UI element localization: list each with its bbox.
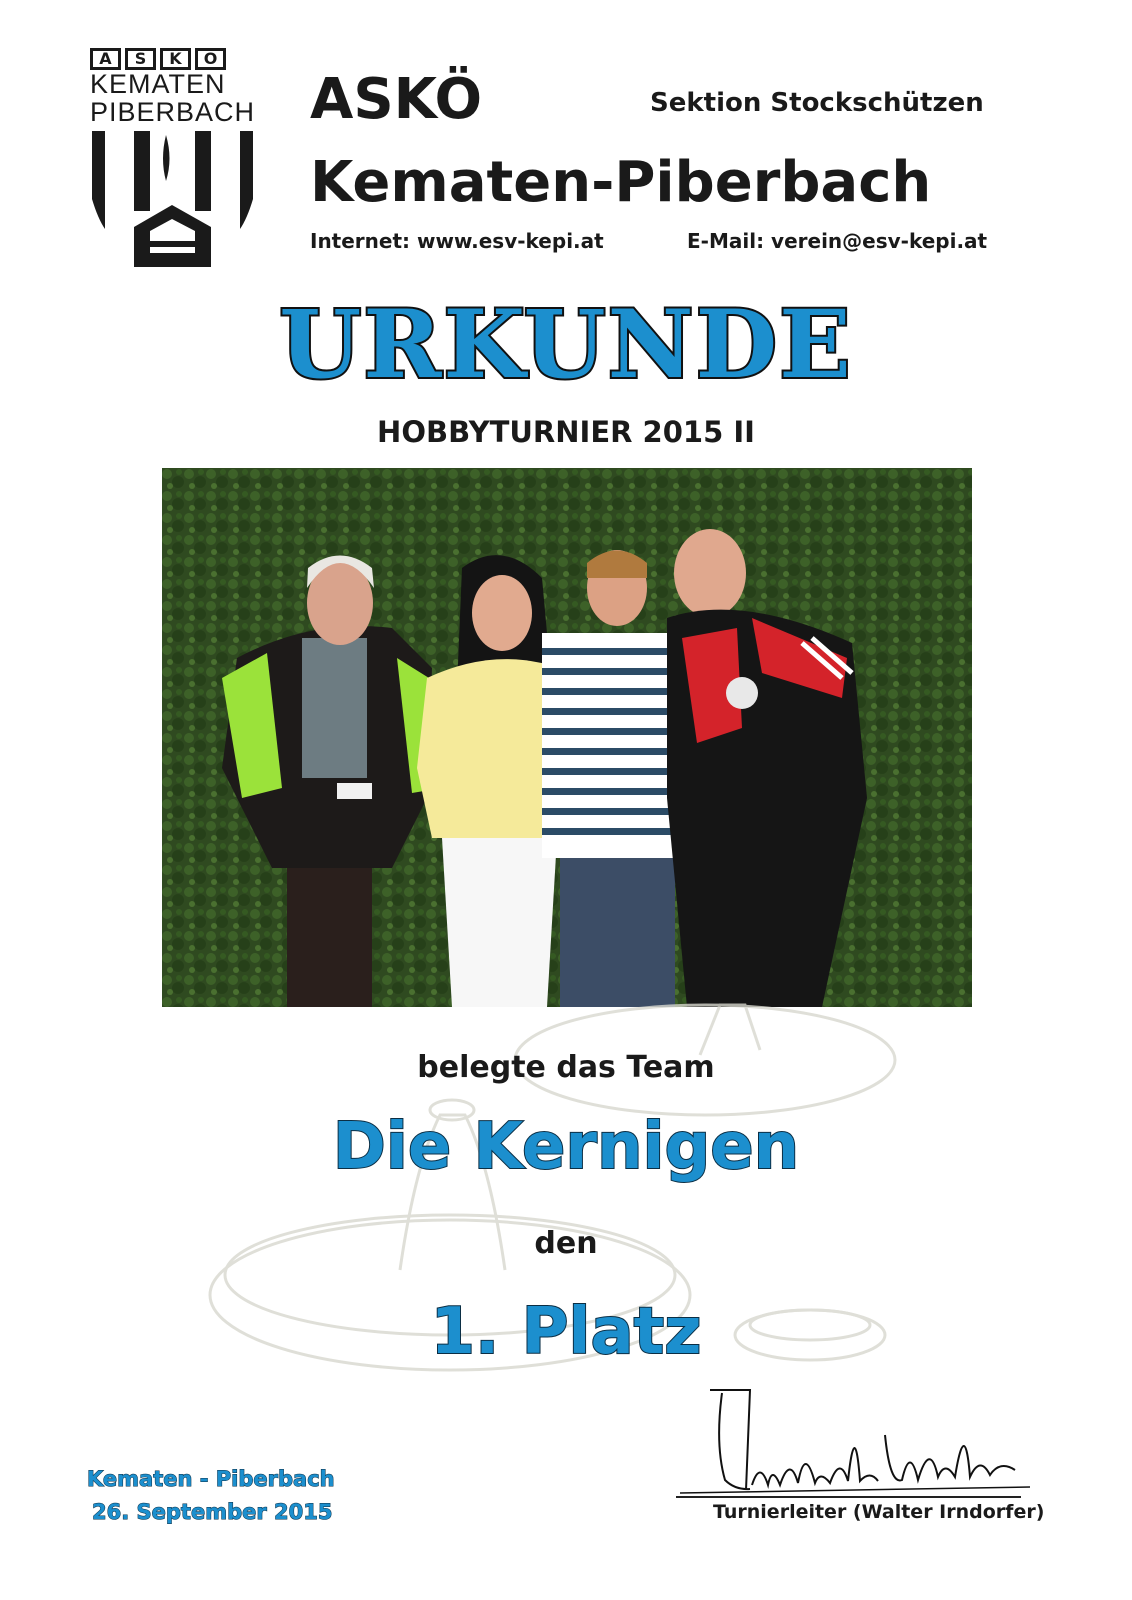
logo-letter-box: S <box>125 48 156 70</box>
logo-letter-box: Ö <box>195 48 226 70</box>
org-full-name: Kematen-Piberbach <box>310 150 932 215</box>
logo-letter-box: K <box>160 48 191 70</box>
signer-caption: Turnierleiter (Walter Irndorfer) <box>713 1501 1045 1523</box>
email-line: E-Mail: verein@esv-kepi.at <box>687 229 988 253</box>
team-photo-image <box>162 468 972 1007</box>
team-name: Die Kernigen <box>332 1110 800 1184</box>
club-logo <box>90 48 255 276</box>
certificate-title: URKUNDE <box>279 290 853 400</box>
org-short-name: ASKÖ <box>310 67 483 132</box>
signature-line <box>676 1496 1021 1498</box>
place-text: Kematen - Piberbach <box>87 1467 335 1491</box>
logo-line-kematen: KEMATEN <box>90 69 226 99</box>
website-line: Internet: www.esv-kepi.at <box>310 229 604 253</box>
event-name: HOBBYTURNIER 2015 II <box>377 415 755 449</box>
section-name: Sektion Stockschützen <box>650 88 984 118</box>
logo-letter-box: A <box>90 48 121 70</box>
logo-letter-row <box>90 48 255 70</box>
team-intro-text: belegte das Team <box>417 1050 715 1085</box>
date-text: 26. September 2015 <box>92 1500 333 1524</box>
team-photo <box>162 468 972 1007</box>
logo-shield-icon <box>90 129 255 269</box>
den-text: den <box>534 1226 598 1261</box>
placement: 1. Platz <box>430 1295 702 1369</box>
signature-icon <box>680 1385 1040 1500</box>
logo-line-piberbach: PIBERBACH <box>90 97 256 127</box>
